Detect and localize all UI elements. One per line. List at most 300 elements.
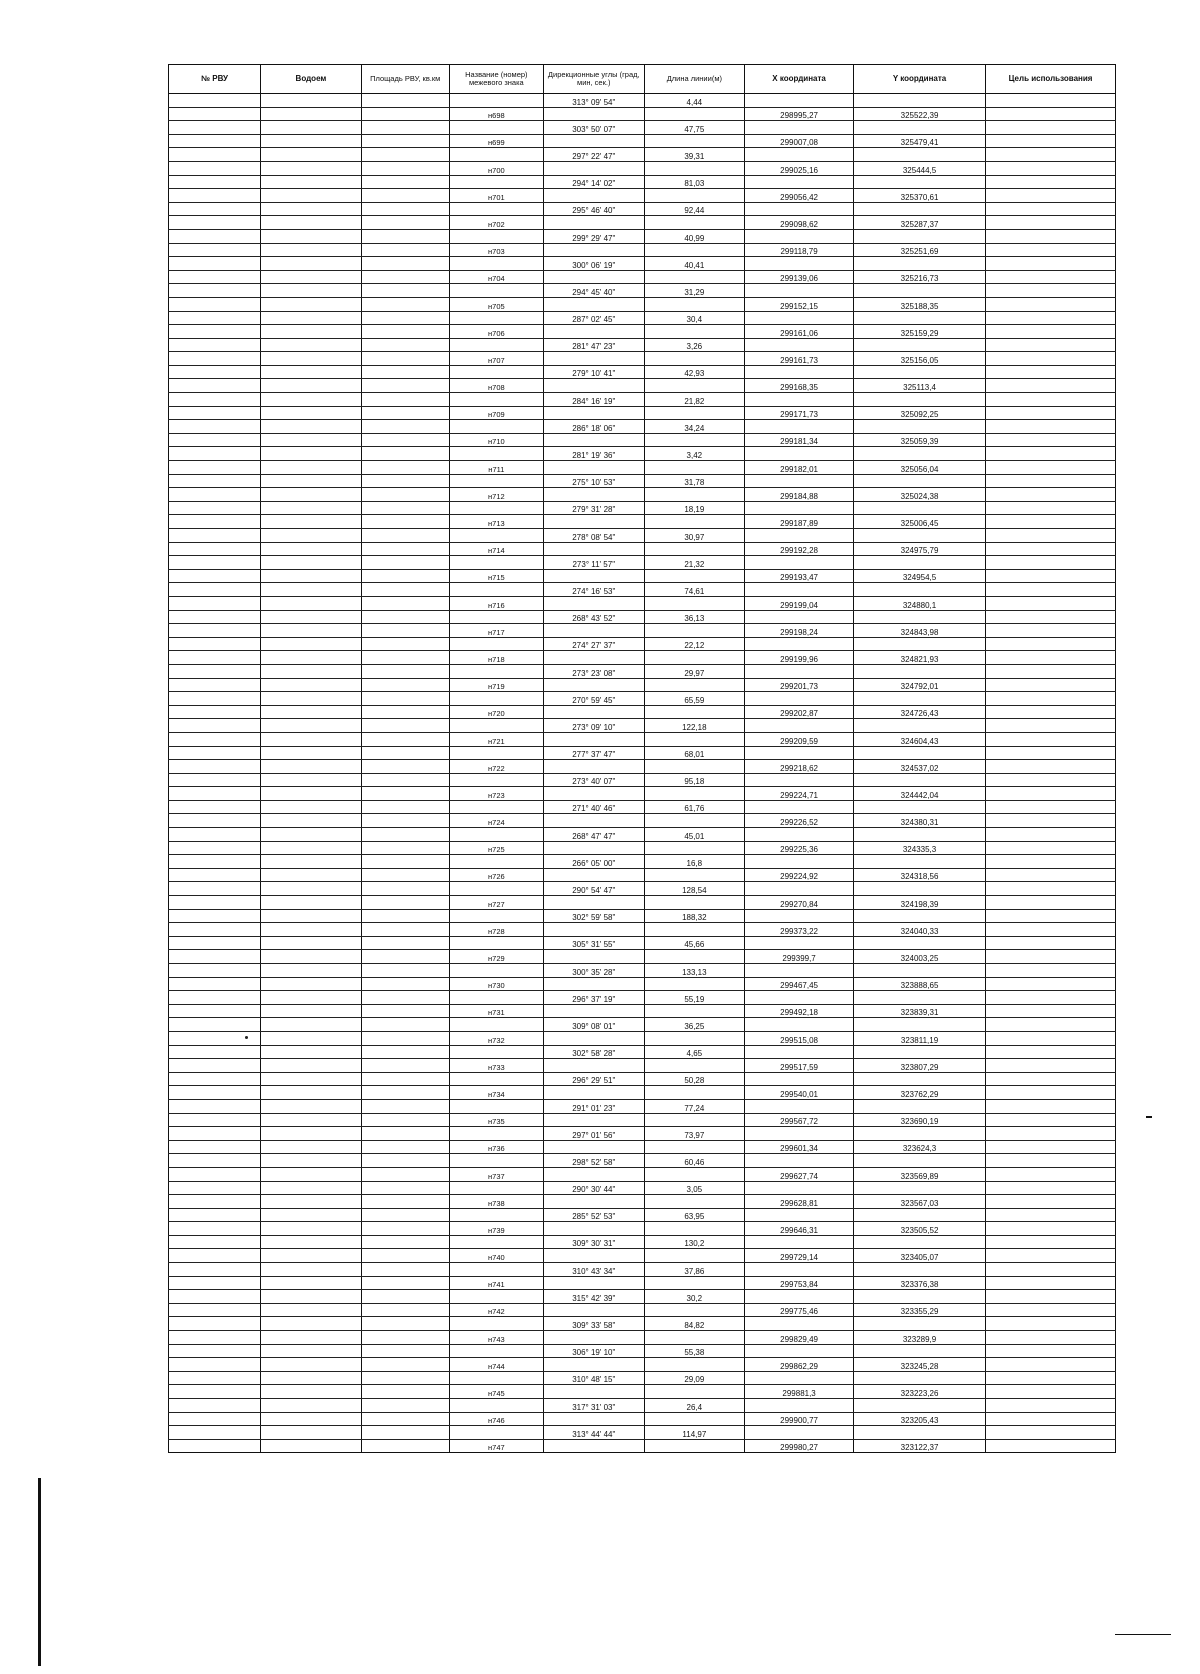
table-cell <box>986 936 1116 950</box>
table-cell <box>745 229 854 243</box>
table-cell <box>854 121 986 135</box>
directional-angle-cell: 310° 43' 34" <box>543 1263 644 1277</box>
table-cell <box>986 1072 1116 1086</box>
segment-row <box>169 610 1116 624</box>
table-cell <box>854 365 986 379</box>
table-cell <box>361 596 449 610</box>
line-length-cell: 3,05 <box>644 1181 745 1195</box>
table-cell <box>543 651 644 665</box>
line-length-cell: 74,61 <box>644 583 745 597</box>
table-cell <box>745 773 854 787</box>
table-cell <box>449 909 543 923</box>
table-cell <box>986 787 1116 801</box>
table-cell <box>361 243 449 257</box>
point-row <box>169 596 1116 610</box>
table-cell <box>449 556 543 570</box>
table-cell <box>449 746 543 760</box>
table-cell <box>986 569 1116 583</box>
directional-angle-cell: 302° 59' 58" <box>543 909 644 923</box>
line-length-cell: 114,97 <box>644 1426 745 1440</box>
table-cell <box>449 1154 543 1168</box>
directional-angle-cell: 296° 37' 19" <box>543 991 644 1005</box>
boundary-mark-cell: н720 <box>449 705 543 719</box>
table-cell <box>361 338 449 352</box>
x-coordinate-cell: 299161,73 <box>745 352 854 366</box>
table-cell <box>745 664 854 678</box>
table-cell <box>854 664 986 678</box>
table-cell <box>169 692 261 706</box>
table-cell <box>361 420 449 434</box>
table-cell <box>449 257 543 271</box>
table-cell <box>854 909 986 923</box>
y-coordinate-cell: 324537,02 <box>854 760 986 774</box>
x-coordinate-cell: 299007,08 <box>745 134 854 148</box>
table-cell <box>169 1303 261 1317</box>
boundary-mark-cell: н742 <box>449 1303 543 1317</box>
segment-row <box>169 1072 1116 1086</box>
table-cell <box>745 447 854 461</box>
table-cell <box>986 148 1116 162</box>
table-cell <box>854 828 986 842</box>
point-row <box>169 868 1116 882</box>
table-cell <box>261 896 362 910</box>
table-cell <box>169 474 261 488</box>
table-cell <box>261 1004 362 1018</box>
table-cell <box>986 542 1116 556</box>
directional-angle-cell: 278° 08' 54" <box>543 529 644 543</box>
table-cell <box>361 352 449 366</box>
table-cell <box>261 583 362 597</box>
table-cell <box>361 1344 449 1358</box>
table-cell <box>986 705 1116 719</box>
table-cell <box>986 257 1116 271</box>
x-coordinate-cell: 299201,73 <box>745 678 854 692</box>
table-cell <box>261 107 362 121</box>
header-usage-purpose: Цель использования <box>986 65 1116 94</box>
boundary-mark-cell: н740 <box>449 1249 543 1263</box>
line-length-cell: 36,25 <box>644 1018 745 1032</box>
table-cell <box>644 461 745 475</box>
point-row <box>169 977 1116 991</box>
y-coordinate-cell: 323355,29 <box>854 1303 986 1317</box>
table-cell <box>361 719 449 733</box>
boundary-mark-cell: н745 <box>449 1385 543 1399</box>
table-cell <box>261 515 362 529</box>
point-row <box>169 1249 1116 1263</box>
point-row <box>169 134 1116 148</box>
table-cell <box>361 1127 449 1141</box>
margin-tick <box>1146 1116 1152 1118</box>
table-cell <box>169 175 261 189</box>
table-cell <box>986 773 1116 787</box>
segment-row <box>169 800 1116 814</box>
table-cell <box>543 515 644 529</box>
x-coordinate-cell: 299224,92 <box>745 868 854 882</box>
table-cell <box>361 1099 449 1113</box>
segment-row <box>169 148 1116 162</box>
table-cell <box>361 624 449 638</box>
x-coordinate-cell: 299171,73 <box>745 406 854 420</box>
table-cell <box>361 216 449 230</box>
table-cell <box>543 1167 644 1181</box>
table-cell <box>543 678 644 692</box>
line-length-cell: 77,24 <box>644 1099 745 1113</box>
table-cell <box>169 365 261 379</box>
x-coordinate-cell: 299182,01 <box>745 461 854 475</box>
table-cell <box>745 1127 854 1141</box>
table-cell <box>169 1290 261 1304</box>
line-length-cell: 61,76 <box>644 800 745 814</box>
table-cell <box>261 243 362 257</box>
x-coordinate-cell: 299775,46 <box>745 1303 854 1317</box>
table-cell <box>361 365 449 379</box>
x-coordinate-cell: 299829,49 <box>745 1331 854 1345</box>
table-cell <box>543 161 644 175</box>
table-cell <box>986 1181 1116 1195</box>
header-x-coordinate: X координата <box>745 65 854 94</box>
table-cell <box>854 1399 986 1413</box>
point-row <box>169 1195 1116 1209</box>
boundary-mark-cell: н729 <box>449 950 543 964</box>
table-cell <box>361 175 449 189</box>
table-cell <box>854 257 986 271</box>
table-cell <box>644 1031 745 1045</box>
table-cell <box>261 1181 362 1195</box>
table-cell <box>449 692 543 706</box>
point-row <box>169 1113 1116 1127</box>
table-cell <box>745 692 854 706</box>
table-cell <box>644 1059 745 1073</box>
y-coordinate-cell: 324442,04 <box>854 787 986 801</box>
y-coordinate-cell: 324880,1 <box>854 596 986 610</box>
table-cell <box>986 420 1116 434</box>
table-cell <box>261 257 362 271</box>
table-cell <box>543 1086 644 1100</box>
table-cell <box>745 1072 854 1086</box>
x-coordinate-cell: 299199,96 <box>745 651 854 665</box>
table-cell <box>169 406 261 420</box>
table-cell <box>449 1127 543 1141</box>
table-cell <box>986 284 1116 298</box>
table-cell <box>169 1249 261 1263</box>
y-coordinate-cell: 325444,5 <box>854 161 986 175</box>
point-row <box>169 270 1116 284</box>
x-coordinate-cell: 299198,24 <box>745 624 854 638</box>
table-cell <box>169 773 261 787</box>
segment-row <box>169 175 1116 189</box>
table-cell <box>986 1127 1116 1141</box>
table-cell <box>361 882 449 896</box>
segment-row <box>169 828 1116 842</box>
table-cell <box>543 1222 644 1236</box>
line-length-cell: 47,75 <box>644 121 745 135</box>
line-length-cell: 16,8 <box>644 855 745 869</box>
table-cell <box>986 855 1116 869</box>
table-cell <box>986 624 1116 638</box>
table-cell <box>261 529 362 543</box>
x-coordinate-cell: 299184,88 <box>745 488 854 502</box>
directional-angle-cell: 273° 23' 08" <box>543 664 644 678</box>
table-cell <box>644 379 745 393</box>
table-cell <box>644 352 745 366</box>
table-cell <box>261 216 362 230</box>
table-cell <box>169 841 261 855</box>
table-cell <box>169 746 261 760</box>
table-cell <box>361 1426 449 1440</box>
segment-row <box>169 94 1116 108</box>
table-cell <box>854 692 986 706</box>
table-cell <box>644 977 745 991</box>
table-cell <box>361 393 449 407</box>
table-cell <box>449 1344 543 1358</box>
point-row <box>169 814 1116 828</box>
segment-row <box>169 1018 1116 1032</box>
table-cell <box>169 596 261 610</box>
boundary-mark-cell: н712 <box>449 488 543 502</box>
line-length-cell: 31,29 <box>644 284 745 298</box>
table-cell <box>543 760 644 774</box>
table-cell <box>261 569 362 583</box>
table-cell <box>986 270 1116 284</box>
y-coordinate-cell: 324843,98 <box>854 624 986 638</box>
y-coordinate-cell: 325370,61 <box>854 189 986 203</box>
table-cell <box>169 94 261 108</box>
table-cell <box>169 216 261 230</box>
table-cell <box>261 1371 362 1385</box>
table-cell <box>261 352 362 366</box>
table-cell <box>361 868 449 882</box>
table-cell <box>854 1235 986 1249</box>
table-cell <box>361 1317 449 1331</box>
x-coordinate-cell: 299467,45 <box>745 977 854 991</box>
table-cell <box>361 1249 449 1263</box>
table-cell <box>361 583 449 597</box>
table-cell <box>745 1344 854 1358</box>
table-cell <box>543 950 644 964</box>
directional-angle-cell: 303° 50' 07" <box>543 121 644 135</box>
table-cell <box>854 1072 986 1086</box>
y-coordinate-cell: 323289,9 <box>854 1331 986 1345</box>
table-cell <box>854 964 986 978</box>
y-coordinate-cell: 325287,37 <box>854 216 986 230</box>
table-cell <box>745 964 854 978</box>
x-coordinate-cell: 299628,81 <box>745 1195 854 1209</box>
table-cell <box>169 243 261 257</box>
table-cell <box>361 107 449 121</box>
segment-row <box>169 121 1116 135</box>
table-cell <box>644 923 745 937</box>
segment-row <box>169 936 1116 950</box>
table-cell <box>261 501 362 515</box>
table-cell <box>543 624 644 638</box>
table-cell <box>854 1127 986 1141</box>
boundary-mark-cell: н723 <box>449 787 543 801</box>
segment-row <box>169 202 1116 216</box>
table-cell <box>449 1371 543 1385</box>
table-cell <box>361 229 449 243</box>
directional-angle-cell: 309° 30' 31" <box>543 1235 644 1249</box>
segment-row <box>169 1344 1116 1358</box>
table-cell <box>261 1344 362 1358</box>
y-coordinate-cell: 323624,3 <box>854 1140 986 1154</box>
line-length-cell: 30,4 <box>644 311 745 325</box>
table-cell <box>261 1127 362 1141</box>
table-cell <box>169 800 261 814</box>
boundary-mark-cell: н722 <box>449 760 543 774</box>
table-cell <box>169 433 261 447</box>
table-cell <box>361 977 449 991</box>
table-cell <box>449 94 543 108</box>
table-cell <box>986 814 1116 828</box>
point-row <box>169 297 1116 311</box>
table-cell <box>169 1331 261 1345</box>
table-cell <box>745 1371 854 1385</box>
table-cell <box>449 719 543 733</box>
directional-angle-cell: 298° 52' 58" <box>543 1154 644 1168</box>
y-coordinate-cell: 325251,69 <box>854 243 986 257</box>
table-cell <box>169 1358 261 1372</box>
table-cell <box>361 94 449 108</box>
segment-row <box>169 393 1116 407</box>
table-cell <box>169 664 261 678</box>
table-cell <box>986 1344 1116 1358</box>
table-cell <box>644 515 745 529</box>
table-cell <box>854 637 986 651</box>
table-cell <box>745 121 854 135</box>
table-cell <box>361 501 449 515</box>
table-cell <box>169 229 261 243</box>
table-cell <box>854 148 986 162</box>
table-cell <box>986 297 1116 311</box>
table-cell <box>169 624 261 638</box>
table-cell <box>745 1181 854 1195</box>
table-cell <box>745 1263 854 1277</box>
point-row <box>169 1167 1116 1181</box>
table-cell <box>361 1263 449 1277</box>
table-cell <box>261 1154 362 1168</box>
x-coordinate-cell: 299161,06 <box>745 325 854 339</box>
table-cell <box>361 1195 449 1209</box>
y-coordinate-cell: 324040,33 <box>854 923 986 937</box>
table-cell <box>361 379 449 393</box>
y-coordinate-cell: 323762,29 <box>854 1086 986 1100</box>
point-row <box>169 732 1116 746</box>
segment-row <box>169 773 1116 787</box>
table-cell <box>261 964 362 978</box>
table-cell <box>543 705 644 719</box>
table-cell <box>986 692 1116 706</box>
table-cell <box>745 1208 854 1222</box>
table-cell <box>449 175 543 189</box>
directional-angle-cell: 300° 06' 19" <box>543 257 644 271</box>
table-cell <box>449 1181 543 1195</box>
boundary-mark-cell: н715 <box>449 569 543 583</box>
directional-angle-cell: 273° 11' 57" <box>543 556 644 570</box>
table-cell <box>361 1059 449 1073</box>
table-cell <box>169 814 261 828</box>
line-length-cell: 84,82 <box>644 1317 745 1331</box>
table-cell <box>169 1399 261 1413</box>
table-body <box>169 94 1116 1453</box>
table-cell <box>745 1426 854 1440</box>
table-cell <box>644 488 745 502</box>
table-cell <box>543 841 644 855</box>
table-cell <box>543 1331 644 1345</box>
table-cell <box>261 1358 362 1372</box>
y-coordinate-cell: 324604,43 <box>854 732 986 746</box>
table-cell <box>449 1072 543 1086</box>
table-cell <box>986 800 1116 814</box>
table-cell <box>169 787 261 801</box>
table-cell <box>261 746 362 760</box>
y-coordinate-cell: 325024,38 <box>854 488 986 502</box>
directional-angle-cell: 273° 09' 10" <box>543 719 644 733</box>
boundary-mark-cell: н732 <box>449 1031 543 1045</box>
table-cell <box>986 94 1116 108</box>
y-coordinate-cell: 324821,93 <box>854 651 986 665</box>
directional-angle-cell: 300° 35' 28" <box>543 964 644 978</box>
segment-row <box>169 583 1116 597</box>
boundary-mark-cell: н738 <box>449 1195 543 1209</box>
table-cell <box>745 420 854 434</box>
table-cell <box>986 583 1116 597</box>
table-cell <box>361 1140 449 1154</box>
directional-angle-cell: 266° 05' 00" <box>543 855 644 869</box>
table-cell <box>261 950 362 964</box>
table-cell <box>986 1249 1116 1263</box>
table-cell <box>361 433 449 447</box>
table-cell <box>745 474 854 488</box>
table-cell <box>361 488 449 502</box>
segment-row <box>169 529 1116 543</box>
table-cell <box>986 474 1116 488</box>
table-cell <box>745 1399 854 1413</box>
table-cell <box>644 243 745 257</box>
table-cell <box>644 1195 745 1209</box>
table-cell <box>986 923 1116 937</box>
table-cell <box>854 1344 986 1358</box>
directional-angle-cell: 274° 27' 37" <box>543 637 644 651</box>
table-cell <box>986 556 1116 570</box>
table-cell <box>169 148 261 162</box>
point-row <box>169 107 1116 121</box>
table-cell <box>986 1331 1116 1345</box>
table-cell <box>169 1045 261 1059</box>
boundary-mark-cell: н703 <box>449 243 543 257</box>
table-cell <box>361 297 449 311</box>
table-cell <box>986 175 1116 189</box>
table-cell <box>261 202 362 216</box>
table-cell <box>644 596 745 610</box>
table-cell <box>986 1358 1116 1372</box>
table-cell <box>986 1031 1116 1045</box>
table-cell <box>361 1358 449 1372</box>
line-length-cell: 95,18 <box>644 773 745 787</box>
table-cell <box>986 107 1116 121</box>
table-cell <box>169 1344 261 1358</box>
table-cell <box>261 284 362 298</box>
line-length-cell: 40,99 <box>644 229 745 243</box>
boundary-mark-cell: н737 <box>449 1167 543 1181</box>
table-cell <box>361 325 449 339</box>
table-cell <box>169 1018 261 1032</box>
segment-row <box>169 1235 1116 1249</box>
table-cell <box>854 1208 986 1222</box>
directional-angle-cell: 306° 19' 10" <box>543 1344 644 1358</box>
table-cell <box>361 841 449 855</box>
x-coordinate-cell: 299567,72 <box>745 1113 854 1127</box>
table-cell <box>854 556 986 570</box>
